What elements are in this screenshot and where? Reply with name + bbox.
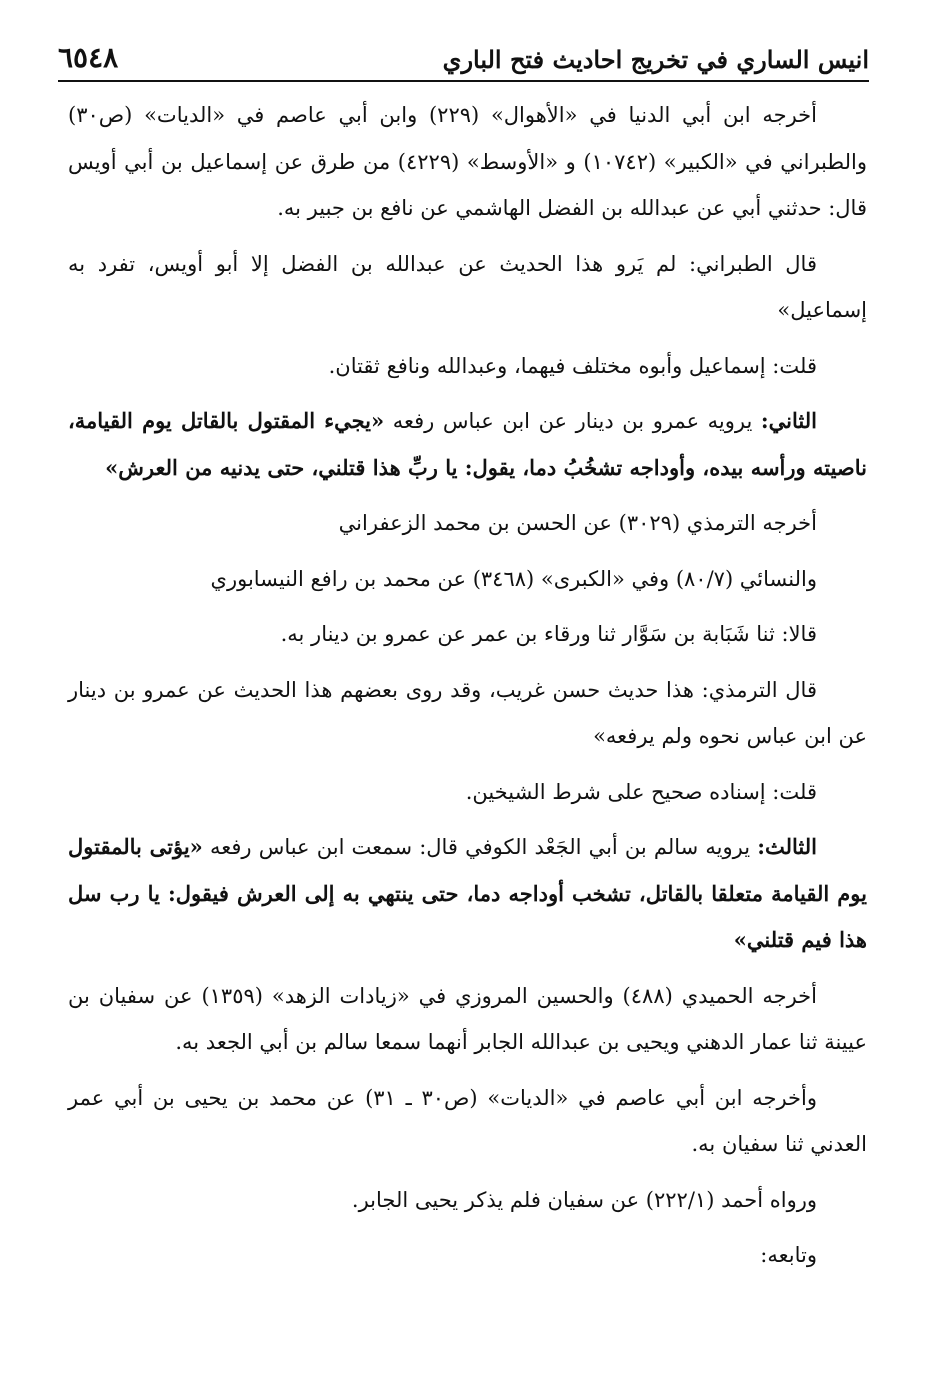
section-lead: الثاني: (760, 408, 817, 433)
page-number: ٦٥٤٨ (58, 41, 119, 74)
paragraph-third-narration: الثالث: يرويه سالم بن أبي الجَعْد الكوفي قال: سمعت ابن عباس رفعه «يؤتى بالمقتول يوم القيامة متعلقا بالقاتل، تشخب أوداجه دما، حتى ينتهي به إلى العرش فيقول: يا رب سل هذا فيم قتلني» (68, 834, 867, 952)
header-rule (58, 80, 869, 82)
paragraph: أخرجه الترمذي (٣٠٢٩) عن الحسن بن محمد الزعفراني (338, 511, 817, 535)
paragraph: قال الطبراني: لم يَرو هذا الحديث عن عبدالله بن الفضل إلا أبو أويس، تفرد به إسماعيل» (68, 251, 867, 322)
page-body (68, 92, 867, 1288)
paragraph: قلت: إسناده صحيح على شرط الشيخين. (465, 779, 817, 804)
paragraph-second-narration: الثاني: يرويه عمرو بن دينار عن ابن عباس رفعه «يجيء المقتول بالقاتل يوم القيامة، ناصيته ورأسه بيده، وأوداجه تشخُبُ دما، يقول: يا ربِّ هذا قتلني، حتى يدنيه من العرش» (68, 408, 867, 480)
paragraph: وأخرجه ابن أبي عاصم في «الديات» (ص٣٠ ـ ٣١) عن محمد بن يحيى بن أبي عمر العدني ثنا سفيان به. (68, 1085, 867, 1156)
hadith-text: «يؤتى بالمقتول يوم القيامة متعلقا بالقاتل، تشخب أوداجه دما، حتى ينتهي به إلى العرش فيقول: يا رب سل هذا فيم قتلني» (68, 834, 867, 952)
paragraph: وتابعه: (760, 1243, 817, 1267)
paragraph: قال الترمذي: هذا حديث حسن غريب، وقد روى بعضهم هذا الحديث عن عمرو بن دينار عن ابن عباس نحوه ولم يرفعه» (68, 677, 867, 748)
running-title: انيس الساري في تخريج احاديث فتح الباري (442, 45, 869, 74)
paragraph: ورواه أحمد (٢٢٢/١) عن سفيان فلم يذكر يحيى الجابر. (351, 1187, 817, 1212)
paragraph: قالا: ثنا شَبَابة بن سَوَّار ثنا ورقاء بن عمر عن عمرو بن دينار به. (280, 622, 817, 646)
hadith-text: «يجيء المقتول بالقاتل يوم القيامة، ناصيته ورأسه بيده، وأوداجه تشخُبُ دما، يقول: يا ربِّ هذا قتلني، حتى يدنيه من العرش» (68, 408, 867, 480)
paragraph: أخرجه الحميدي (٤٨٨) والحسين المروزي في «زيادات الزهد» (١٣٥٩) عن سفيان بن عيينة ثنا عمار الدهني ويحيى بن عبدالله الجابر أنهما سمعا سالم بن أبي الجعد به. (68, 983, 867, 1054)
page-header (58, 30, 869, 74)
paragraph: والنسائي (٨٠/٧) وفي «الكبرى» (٣٤٦٨) عن محمد بن رافع النيسابوري (210, 566, 817, 591)
section-lead: الثالث: (757, 834, 817, 859)
paragraph: قلت: إسماعيل وأبوه مختلف فيهما، وعبدالله ونافع ثقتان. (328, 353, 817, 378)
paragraph: أخرجه ابن أبي الدنيا في «الأهوال» (٢٢٩) وابن أبي عاصم في «الديات» (ص٣٠) والطبراني في «الكبير» (١٠٧٤٢) و «الأوسط» (٤٢٢٩) من طرق عن إسماعيل بن أبي أويس قال: حدثني أبي عن عبدالله بن الفضل الهاشمي عن نافع بن جبير به. (68, 103, 867, 220)
